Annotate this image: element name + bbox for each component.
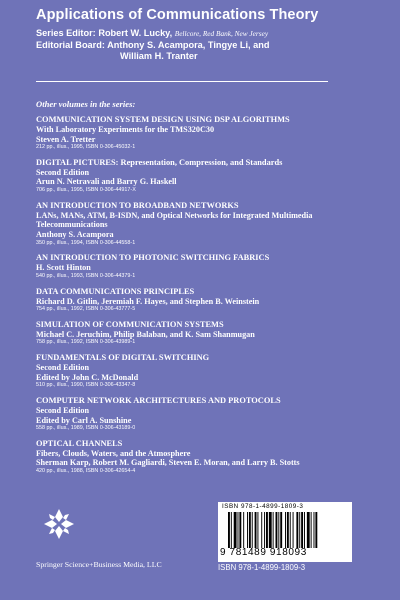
volume-publication-info: 420 pp., illus., 1988, ISBN 0-306-42654-4: [36, 468, 136, 474]
divider: [36, 81, 328, 82]
volume-entry: [36, 353, 376, 390]
barcode-bar: [307, 512, 310, 548]
publisher-name: Springer Science+Business Media, LLC: [36, 560, 162, 569]
barcode-bar: [228, 512, 230, 548]
volume-detail-line: Fibers, Clouds, Waters, and the Atmosphere: [36, 448, 191, 458]
barcode-bar: [266, 512, 268, 548]
springer-logo-icon: [42, 507, 76, 541]
volume-title: SIMULATION OF COMMUNICATION SYSTEMS: [36, 319, 224, 329]
barcode-bar: [304, 512, 305, 548]
volume-entry: [36, 320, 376, 347]
series-title: Applications of Communications Theory: [36, 7, 319, 23]
editorial-board-line2: William H. Tranter: [120, 51, 198, 61]
volume-title: COMPUTER NETWORK ARCHITECTURES AND PROTOCOLS: [36, 395, 281, 405]
barcode-bar: [287, 512, 289, 548]
volume-title: DATA COMMUNICATIONS PRINCIPLES: [36, 286, 195, 296]
barcode-bar: [314, 512, 315, 548]
barcode-bar: [311, 512, 312, 548]
series-editor-label: Series Editor:: [36, 28, 96, 38]
volume-publication-info: 758 pp., illus., 1992, ISBN 0-306-43989-1: [36, 339, 136, 346]
barcode-bar: [293, 512, 294, 548]
barcode-bar: [299, 512, 300, 548]
volume-detail-line: Sherman Karp, Robert M. Gagliardi, Steven E. Moran, and Larry B. Stotts: [36, 458, 300, 468]
isbn-bottom: ISBN 978-1-4899-1809-3: [218, 563, 306, 572]
volume-publication-info: 754 pp., illus., 1992, ISBN 0-306-43777-5: [36, 306, 136, 313]
barcode-bars: [228, 512, 346, 548]
barcode-bar: [238, 512, 239, 548]
barcode-bar: [234, 512, 237, 548]
volume-detail-line: LANs, MANs, ATM, B-ISDN, and Optical Networks for Integrated Multimedia: [36, 210, 313, 220]
volume-title: COMMUNICATION SYSTEM DESIGN USING DSP ALGORITHMS: [36, 115, 290, 124]
barcode-bar: [315, 512, 317, 548]
volume-detail-line: H. Scott Hinton: [36, 263, 91, 273]
barcode-bar: [280, 512, 282, 548]
volume-entry: [36, 201, 376, 247]
volume-entry: [36, 158, 376, 195]
volume-detail-line: Richard D. Gitlin, Jeremiah F. Hayes, and Stephen B. Weinstein: [36, 296, 260, 306]
series-editor-line: [36, 28, 268, 38]
volume-publication-info: 350 pp., illus., 1994, ISBN 0-306-44558-1: [36, 239, 136, 246]
volume-detail-line: Anthony S. Acampora: [36, 229, 114, 239]
barcode-bar: [247, 512, 248, 548]
barcode-digits: 9 781489 918093: [220, 547, 307, 558]
volume-title: AN INTRODUCTION TO BROADBAND NETWORKS: [36, 200, 239, 210]
barcode-bar: [290, 512, 291, 548]
volume-publication-info: 540 pp., illus., 1993, ISBN 0-306-44379-1: [36, 272, 136, 279]
volume-entry: [36, 115, 376, 152]
barcode-bar: [276, 512, 278, 548]
series-editor-name: Robert W. Lucky,: [98, 28, 173, 38]
barcode-bar: [239, 512, 241, 548]
barcode-bar: [249, 512, 251, 548]
volume-detail-line: Telecommunications: [36, 220, 108, 230]
series-editor-affiliation: Bellcore, Red Bank, New Jersey: [174, 29, 269, 38]
volume-detail-line: Arun N. Netravali and Barry G. Haskell: [36, 177, 177, 187]
barcode-bar: [257, 512, 258, 548]
barcode-bar: [261, 512, 262, 548]
barcode-bar: [269, 512, 272, 548]
volume-entry: [36, 396, 376, 433]
barcode-bar: [255, 512, 257, 548]
barcode-bar: [264, 512, 265, 548]
volume-detail-line: Second Edition: [36, 363, 90, 373]
barcode-bar: [243, 512, 244, 548]
other-volumes-label: Other volumes in the series:: [36, 99, 136, 109]
volume-entry: [36, 287, 376, 314]
barcode-bar: [301, 512, 303, 548]
volume-detail-line: Second Edition: [36, 167, 90, 177]
editorial-board: [36, 40, 269, 62]
volume-publication-info: 212 pp., illus., 1995, ISBN 0-306-45032-1: [36, 144, 136, 151]
barcode-bar: [231, 512, 232, 548]
volume-title: DIGITAL PICTURES: Representation, Compression, and Standards: [36, 157, 283, 167]
editorial-board-label: Editorial Board:: [36, 40, 105, 50]
barcode-box: [218, 502, 352, 562]
volume-detail-line: With Laboratory Experiments for the TMS320C30: [36, 125, 215, 134]
volume-detail-line: Steven A. Tretter: [36, 134, 96, 144]
barcode-bar: [273, 512, 274, 548]
volume-list: [36, 115, 376, 482]
volume-publication-info: 510 pp., illus., 1990, ISBN 0-306-43347-8: [36, 382, 136, 389]
volume-publication-info: 706 pp., illus., 1995, ISBN 0-306-44917-X: [36, 187, 136, 194]
volume-detail-line: Edited by Carl A. Sunshine: [36, 415, 132, 425]
volume-detail-line: Michael C. Jeruchim, Philip Balaban, and K. Sam Shanmugan: [36, 329, 255, 339]
barcode-bar: [252, 512, 253, 548]
volume-entry: [36, 439, 376, 476]
volume-title: AN INTRODUCTION TO PHOTONIC SWITCHING FABRICS: [36, 253, 270, 263]
volume-title: OPTICAL CHANNELS: [36, 438, 123, 448]
barcode-bar: [278, 512, 279, 548]
volume-publication-info: 558 pp., illus., 1989, ISBN 0-306-43189-0: [36, 425, 136, 432]
barcode-bar: [285, 512, 286, 548]
isbn-top: ISBN 978-1-4899-1809-3: [222, 503, 304, 510]
barcode-bar: [296, 512, 298, 548]
volume-detail-line: Edited by John C. McDonald: [36, 372, 139, 382]
volume-entry: [36, 253, 376, 280]
volume-detail-line: Second Edition: [36, 405, 90, 415]
editorial-board-line1: Anthony S. Acampora, Tingye Li, and: [107, 40, 270, 50]
volume-title: FUNDAMENTALS OF DIGITAL SWITCHING: [36, 353, 210, 363]
